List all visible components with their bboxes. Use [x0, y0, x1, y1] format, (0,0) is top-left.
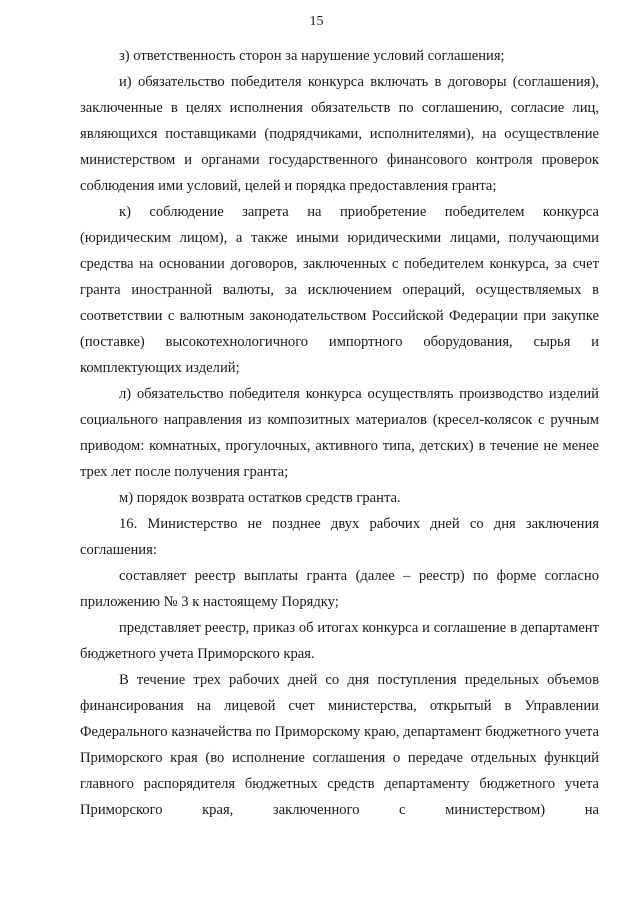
paragraph-i: и) обязательство победителя конкурса включать в договоры (соглашения), заключенные в целях исполнения обязательств по соглашению, согласие лиц, являющихся поставщиками (подрядчиками, исполнителями), на осуществление министерством и органами государственного финансового контроля проверок соблюдения ими условий, целей и порядка предоставления гранта; — [80, 74, 599, 194]
paragraph-m: м) порядок возврата остатков средств гранта. — [119, 490, 401, 506]
document-body — [80, 43, 599, 823]
paragraph-registry: составляет реестр выплаты гранта (далее – реестр) по форме согласно приложению № 3 к настоящему Порядку; — [80, 568, 599, 610]
paragraph-submission: представляет реестр, приказ об итогах конкурса и соглашение в департамент бюджетного учета Приморского края. — [80, 620, 599, 662]
paragraph-k: к) соблюдение запрета на приобретение победителем конкурса (юридическим лицом), а также иными юридическими лицами, получающими средства на основании договоров, заключенных с победителем конкурса, за счет гранта иностранной валюты, за исключением операций, осуществляемых в соответствии с валютным законодательством Российской Федерации при закупке (поставке) высокотехнологичного импортного оборудования, сырья и комплектующих изделий; — [80, 204, 599, 376]
page-number: 15 — [309, 14, 324, 29]
paragraph-financing: В течение трех рабочих дней со дня поступления предельных объемов финансирования на лицевой счет министерства, открытый в Управлении Федерального казначейства по Приморскому краю, департамент бюджетного учета Приморского края (во исполнение соглашения о передаче отдельных функций главного распорядителя бюджетных средств департаменту бюджетного учета Приморского края, заключенного с министерством) на — [80, 672, 599, 818]
paragraph-16: 16. Министерство не позднее двух рабочих дней со дня заключения соглашения: — [80, 516, 599, 558]
paragraph-z: з) ответственность сторон за нарушение условий соглашения; — [119, 48, 505, 64]
paragraph-l: л) обязательство победителя конкурса осуществлять производство изделий социального направления из композитных материалов (кресел-колясок с ручным приводом: комнатных, прогулочных, активного типа, детских) в течение не менее трех лет после получения гранта; — [80, 386, 599, 480]
